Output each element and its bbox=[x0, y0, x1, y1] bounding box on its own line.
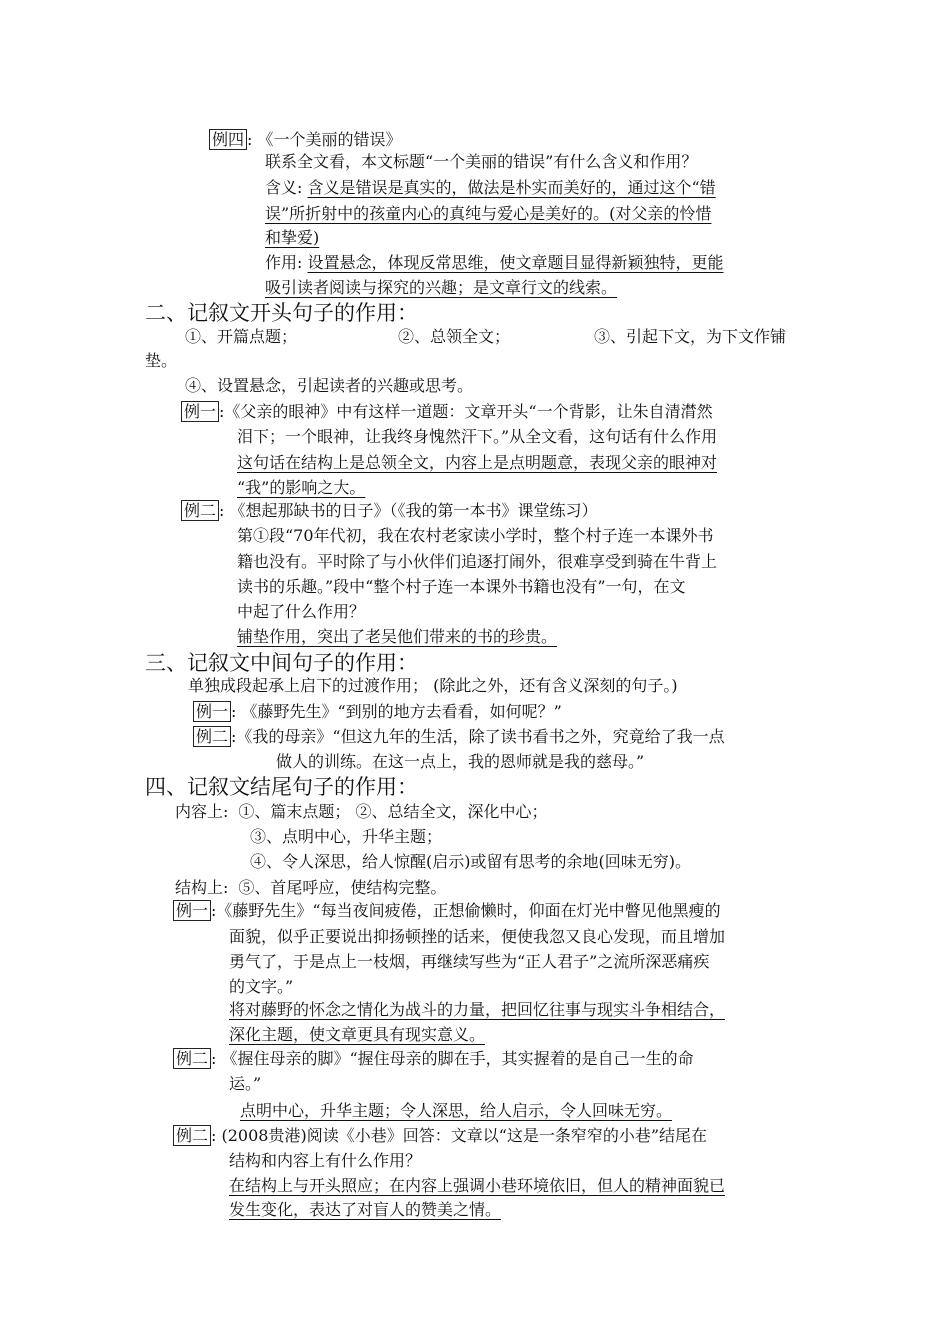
example-text: : 《藤野先生》“到别的地方去看看，如何呢？” bbox=[231, 702, 562, 721]
question-text: 联系全文看，本文标题“一个美丽的错误”有什么含义和作用？ bbox=[265, 152, 698, 171]
s3-line-1: 单独成段起承上启下的过渡作用； (除此之外，还有含义深刻的句子。) bbox=[188, 676, 678, 695]
s4-example-2-answer: 点明中心，升华主题；令人深思，给人启示，令人回味无穷。 bbox=[240, 1101, 673, 1120]
s4-example-2-line-2: 运。” bbox=[229, 1074, 262, 1093]
example-tag: 例二 bbox=[193, 726, 231, 747]
s4-example-1-line-4: 的文字。” bbox=[229, 977, 294, 996]
s3-example-1 bbox=[193, 700, 562, 724]
section-2-heading: 二、记叙文开头句子的作用： bbox=[145, 301, 418, 325]
example-text: :《藤野先生》“每当夜间疲倦，正想偷懒时，仰面在灯光中瞥见他黑瘦的 bbox=[211, 901, 721, 920]
example-text: :《父亲的眼神》中有这样一道题：文章开头“一个背影，让朱自清潸然 bbox=[219, 402, 713, 421]
s3-example-2 bbox=[193, 725, 725, 749]
s3-example-2-line-2: 做人的训练。在这一点上，我的恩师就是我的慈母。” bbox=[276, 752, 645, 771]
s2-item-2: ②、总领全文； bbox=[398, 327, 511, 346]
s4-example-2 bbox=[173, 1047, 694, 1071]
answer-text: 设置悬念，体现反常思维，使文章题目显得新颖独特，更能 bbox=[307, 253, 724, 272]
s2-example-2 bbox=[181, 499, 598, 523]
section-4-heading: 四、记叙文结尾句子的作用： bbox=[145, 775, 418, 799]
row-label: 内容上: bbox=[175, 802, 229, 821]
section-3-heading: 三、记叙文中间句子的作用： bbox=[145, 651, 418, 675]
example-text: : 《想起那缺书的日子》（《我的第一本书》课堂练习） bbox=[219, 501, 598, 520]
s2-item-3-tail: 垫。 bbox=[145, 351, 178, 370]
example-tag: 例二 bbox=[181, 500, 219, 521]
s2-example-2-line-2: 第①段“70年代初，我在农村老家读小学时，整个村子连一本课外书 bbox=[237, 526, 714, 545]
answer-function-line-2: 吸引读者阅读与探究的兴趣；是文章行文的线索。 bbox=[265, 278, 618, 297]
example-4-line bbox=[209, 128, 402, 152]
s4-example-1-answer-1: 将对藤野的怀念之情化为战斗的力量，把回忆往事与现实斗争相结合， bbox=[229, 1000, 726, 1019]
s4-content-3: ③、点明中心，升华主题； bbox=[250, 827, 443, 846]
s4-example-1-answer-2: 深化主题，使文章更具有现实意义。 bbox=[229, 1025, 486, 1044]
s2-item-3: ③、引起下文，为下文作铺 bbox=[594, 327, 787, 346]
s2-item-1: ①、开篇点题； bbox=[185, 327, 298, 346]
s2-example-1-line-2: 泪下；一个眼神，让我终身愧然汗下。”从全文看，这句话有什么作用 bbox=[237, 427, 718, 446]
row-label: 结构上: bbox=[175, 878, 229, 897]
s4-structure-line bbox=[175, 876, 446, 900]
example-tag: 例二 bbox=[173, 1125, 211, 1146]
s4-content-4: ④、令人深思，给人惊醒(启示)或留有思考的余地(回味无穷)。 bbox=[250, 852, 691, 871]
example-text: :《我的母亲》“但这九年的生活，除了读书看书之外，究竟给了我一点 bbox=[231, 727, 725, 746]
s2-example-1 bbox=[181, 400, 713, 424]
example-text: : 《握住母亲的脚》“握住母亲的脚在手，其实握着的是自己一生的命 bbox=[211, 1049, 694, 1068]
s4-content-line bbox=[175, 800, 548, 824]
answer-function-line-1 bbox=[265, 251, 724, 275]
s2-example-1-answer-2: “我”的影响之大。 bbox=[237, 478, 366, 497]
s4-example-3 bbox=[173, 1124, 707, 1148]
answer-meaning-line-3: 和挚爱) bbox=[265, 228, 320, 247]
example-tag: 例一 bbox=[193, 701, 231, 722]
example-tag: 例四 bbox=[209, 129, 247, 150]
answer-label: 作用: bbox=[265, 253, 308, 272]
example-title: : 《一个美丽的错误》 bbox=[247, 130, 402, 149]
example-text: : (2008贵港)阅读《小巷》回答：文章以“这是一条窄窄的小巷”结尾在 bbox=[211, 1126, 708, 1145]
s2-example-2-line-4: 读书的乐趣。”段中“整个村子连一本课外书籍也没有”一句，在文 bbox=[237, 577, 686, 596]
s2-example-2-line-3: 籍也没有。平时除了与小伙伴们追逐打闹外，很难享受到骑在牛背上 bbox=[237, 552, 718, 571]
answer-meaning-line-2: 误”所折射中的孩童内心的真纯与爱心是美好的。(对父亲的怜惜 bbox=[265, 204, 712, 223]
s4-example-1-line-3: 勇气了，于是点上一枝烟，再继续写些为“正人君子”之流所深恶痛疾 bbox=[229, 952, 710, 971]
row-text: ⑤、首尾呼应，使结构完整。 bbox=[238, 878, 447, 897]
s2-example-1-answer-1: 这句话在结构上是总领全文，内容上是点明题意，表现父亲的眼神对 bbox=[237, 453, 718, 472]
example-tag: 例一 bbox=[173, 900, 211, 921]
s4-example-3-answer-2: 发生变化，表达了对盲人的赞美之情。 bbox=[229, 1200, 502, 1219]
answer-label: 含义: bbox=[265, 178, 308, 197]
answer-text: 含义是错误是真实的，做法是朴实而美好的，通过这个“错 bbox=[307, 178, 716, 197]
s4-example-1-line-2: 面貌，似乎正要说出抑扬顿挫的话来，便使我忽又良心发现，而且增加 bbox=[229, 927, 726, 946]
s2-example-2-line-5: 中起了什么作用？ bbox=[237, 602, 366, 621]
example-tag: 例一 bbox=[181, 401, 219, 422]
s4-example-1 bbox=[173, 899, 721, 923]
s4-example-3-answer-1: 在结构上与开头照应；在内容上强调小巷环境依旧，但人的精神面貌已 bbox=[229, 1176, 726, 1195]
answer-meaning-line-1 bbox=[265, 176, 716, 200]
row-text: ①、篇末点题； ②、总结全文，深化中心； bbox=[238, 802, 548, 821]
s2-item-4: ④、设置悬念，引起读者的兴趣或思考。 bbox=[185, 376, 474, 395]
s4-example-3-line-2: 结构和内容上有什么作用？ bbox=[229, 1151, 422, 1170]
s2-example-2-answer: 铺垫作用，突出了老吴他们带来的书的珍贵。 bbox=[237, 627, 558, 646]
example-tag: 例二 bbox=[173, 1048, 211, 1069]
